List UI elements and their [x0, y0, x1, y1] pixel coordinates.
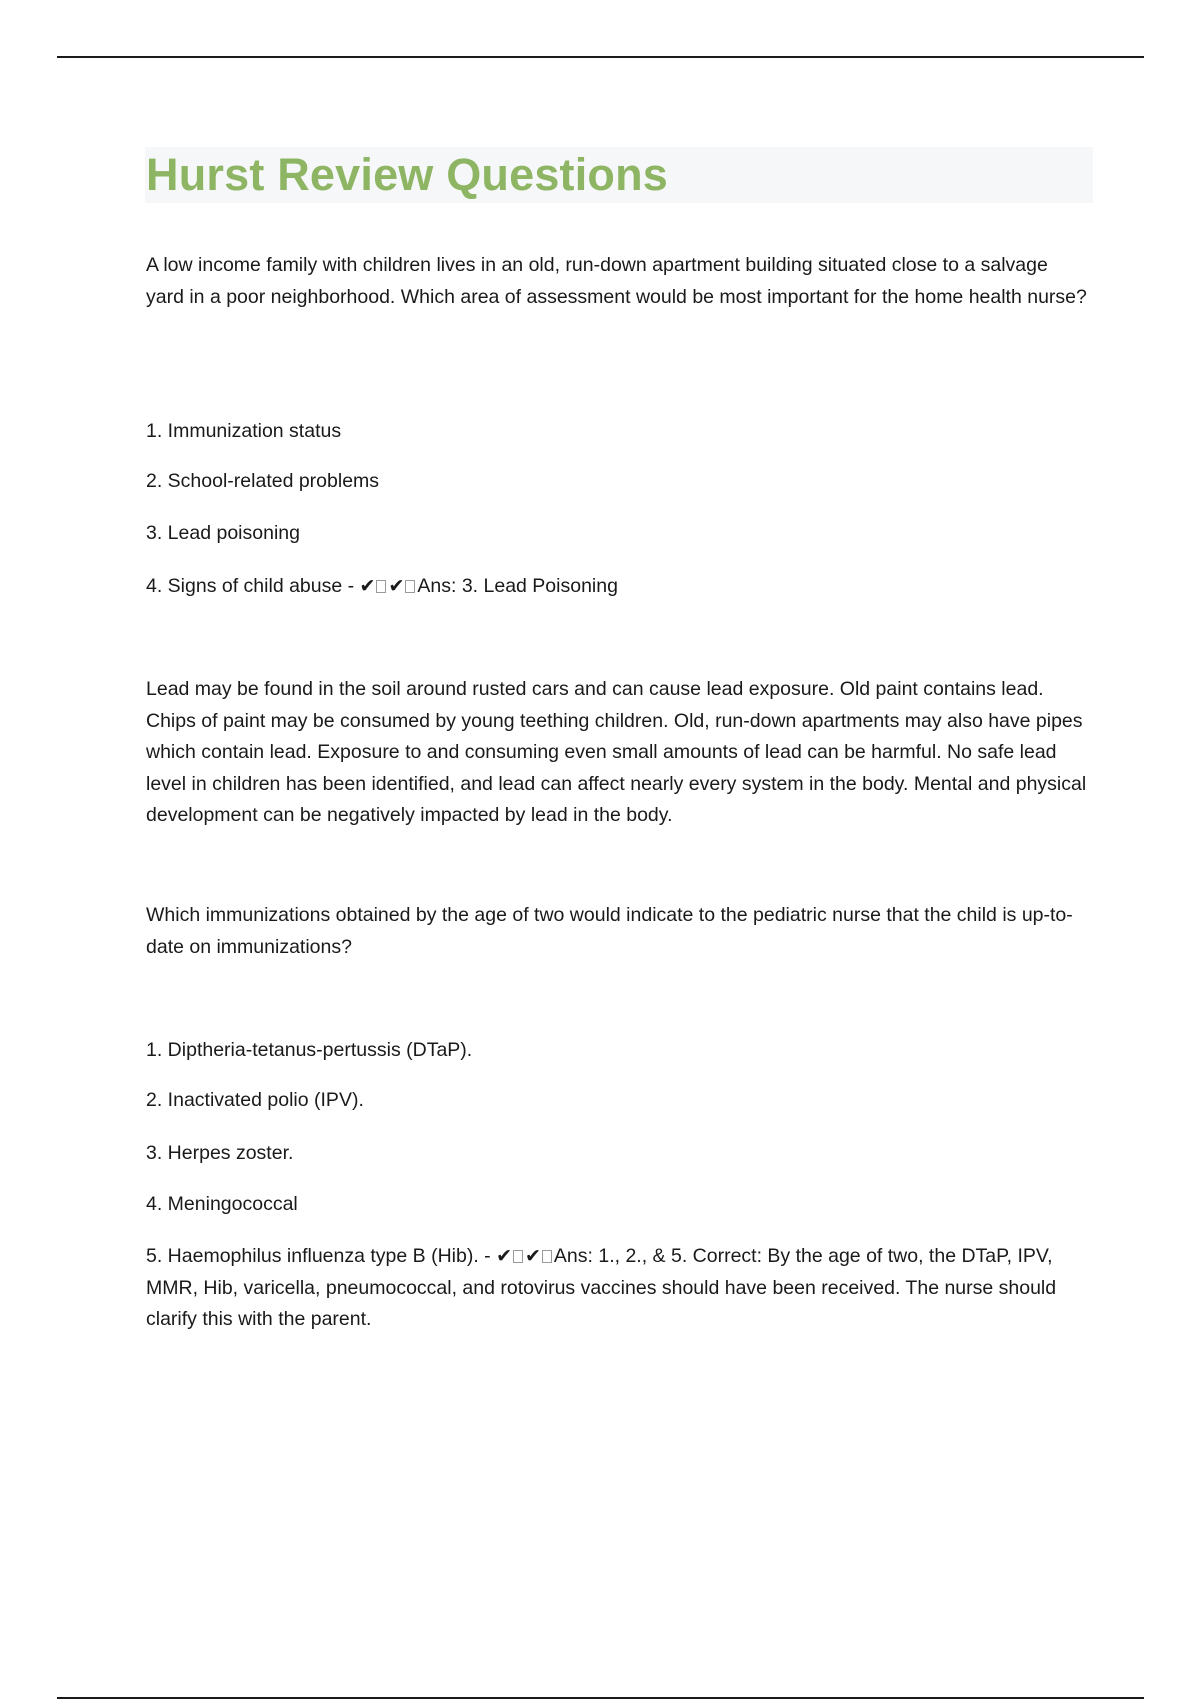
- question-2-answer: Ans: 1., 2., & 5. Correct: By the age of two, the DTaP, IPV, MMR, Hib, varicella, pneumococcal, and rotovirus vaccines should have been received. The nurse should clarify this with the parent.: [146, 1245, 1057, 1330]
- question-2-option-5: 5. Haemophilus influenza type B (Hib). -: [146, 1245, 497, 1267]
- header-rule: [57, 56, 1144, 58]
- question-1-option-4: 4. Signs of child abuse -: [146, 575, 360, 597]
- question-1-option-2: 2. School-related problems: [146, 470, 380, 492]
- missing-glyph-box-icon: [513, 1250, 523, 1263]
- missing-glyph-box-icon: [376, 580, 386, 593]
- missing-glyph-box-icon: [405, 580, 415, 593]
- question-1-rationale: Lead may be found in the soil around rusted cars and can cause lead exposure. Old paint contains lead. Chips of paint may be consumed by young teething children. Old, run-down apartments may also have pipes which contain lead. Exposure to and consuming even small amounts of lead can be harmful. No safe lead level in children has been identified, and lead can affect nearly every system in the body. Mental and physical development can be negatively impacted by lead in the body.: [146, 678, 1087, 826]
- check-mark-icon: ✔: [496, 1245, 512, 1267]
- question-1-option-4-answer: [146, 571, 1091, 603]
- question-1-stem: A low income family with children lives in an old, run-down apartment building situated close to a salvage yard in a poor neighborhood. Which area of assessment would be most important for the home health nurse?: [146, 254, 1087, 308]
- question-1-option-1: 1. Immunization status: [146, 420, 342, 442]
- question-1-option-3: 3. Lead poisoning: [146, 522, 300, 544]
- question-2-option-1: 1. Diptheria-tetanus-pertussis (DTaP).: [146, 1039, 473, 1061]
- question-1-answer: Ans: 3. Lead Poisoning: [417, 575, 618, 597]
- check-mark-icon: ✔: [359, 575, 376, 597]
- question-2-option-5-answer: [146, 1241, 1091, 1336]
- question-2-option-2: 2. Inactivated polio (IPV).: [146, 1089, 364, 1111]
- missing-glyph-box-icon: [542, 1250, 552, 1263]
- question-2-option-4: 4. Meningococcal: [146, 1193, 298, 1215]
- question-2-option-3: 3. Herpes zoster.: [146, 1142, 294, 1164]
- check-mark-icon: ✔: [388, 575, 405, 597]
- footer-rule: [57, 1697, 1144, 1699]
- document-title: Hurst Review Questions: [146, 149, 669, 200]
- check-mark-icon: ✔: [525, 1245, 541, 1267]
- question-2-stem: Which immunizations obtained by the age of two would indicate to the pediatric nurse that the child is up-to-date on immunizations?: [146, 904, 1073, 958]
